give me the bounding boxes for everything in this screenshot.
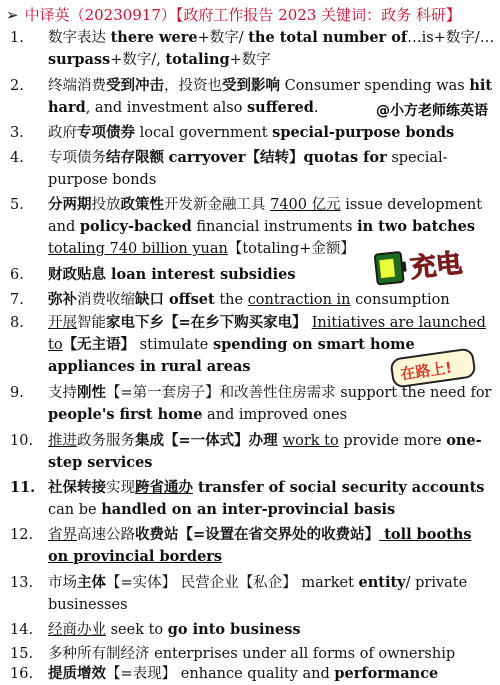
- item-number: 13.: [10, 575, 34, 591]
- list-item: [0, 619, 500, 641]
- item-text: [48, 524, 496, 568]
- item-text: [48, 430, 496, 474]
- item-text-segment: 终端消费: [48, 78, 106, 94]
- item-number: 8.: [10, 315, 24, 331]
- item-number: 10.: [10, 433, 34, 449]
- item-text-bold: surpass: [48, 51, 111, 68]
- item-number: 14.: [10, 622, 34, 638]
- item-text-bold: 集成: [135, 432, 164, 449]
- item-text-underlined: contraction in: [247, 292, 351, 308]
- item-text-segment: enterprises under all forms of ownership: [154, 646, 456, 662]
- item-text-bold: 受到冲击: [106, 77, 164, 94]
- item-text-segment: issue development and: [48, 197, 483, 235]
- item-text-bold: people's first home: [48, 406, 203, 423]
- list-item: [0, 663, 500, 685]
- item-text-segment: +数字: [229, 52, 271, 68]
- list-item: [0, 430, 500, 476]
- item-text-segment: 智能: [77, 315, 106, 331]
- item-text-bold: handled on an inter-provincial basis: [101, 501, 396, 518]
- item-text-bold: 分两期: [48, 196, 92, 213]
- item-text-bold: 弥补: [48, 291, 77, 308]
- item-text-bold: there were: [110, 29, 198, 46]
- item-text: [48, 147, 496, 191]
- sticker-road-text: 在路上!: [399, 358, 454, 384]
- list-item: [0, 289, 500, 311]
- list-item: [0, 477, 500, 523]
- item-text-segment: 【=第一套房子】和改善性住房需求: [106, 385, 341, 401]
- item-text-bold: policy-backed: [79, 218, 192, 235]
- list-item: [0, 524, 500, 570]
- item-number: 1.: [10, 30, 24, 46]
- item-text-segment: and improved ones: [202, 407, 348, 423]
- item-number: 11.: [10, 479, 36, 496]
- item-text-segment: provide more: [338, 433, 447, 449]
- item-text-segment: can be: [48, 502, 102, 518]
- item-text-bold: 【=一体式】办理: [164, 432, 283, 449]
- item-text: [48, 643, 496, 665]
- item-text-bold: 【结转】: [245, 149, 304, 166]
- item-number: 16.: [10, 666, 34, 682]
- list-item: [0, 122, 500, 144]
- item-text-segment: 专项债务: [48, 150, 106, 166]
- item-text-bold: 家电下乡: [106, 314, 164, 331]
- item-text-bold: 专项债券: [77, 124, 135, 141]
- item-text-segment: 【=表现】 enhance quality and: [106, 666, 335, 682]
- item-text-bold: 提质增效: [48, 665, 106, 682]
- item-number: 2.: [10, 78, 24, 94]
- item-text: [48, 382, 496, 426]
- item-text-bold: offset: [164, 291, 215, 308]
- item-text-underlined: totaling 740 billion yuan: [48, 241, 228, 257]
- item-text-bold: one-step services: [48, 432, 482, 471]
- item-text: [48, 572, 496, 616]
- item-text-segment: Consumer spending was: [280, 78, 470, 94]
- arrow-bullet-icon: ➢: [6, 6, 19, 24]
- item-text-bold: spending on smart home appliances in rural areas: [48, 336, 415, 375]
- item-text-segment: 市场: [48, 575, 77, 591]
- item-text-bold: 跨省通办: [135, 479, 193, 496]
- item-text-bold: suffered: [247, 99, 314, 116]
- item-number: 3.: [10, 125, 24, 141]
- item-text-segment: seek to: [106, 622, 168, 638]
- item-text-underlined: 推进: [48, 433, 77, 449]
- item-text: [48, 27, 496, 71]
- item-number: 4.: [10, 150, 24, 166]
- document-header: [6, 4, 496, 26]
- item-text-bold: loan interest subsidies: [106, 266, 296, 283]
- item-text-bold: quotas for: [303, 149, 387, 166]
- item-text-segment: .: [313, 100, 319, 116]
- item-text-bold: 刚性: [77, 384, 106, 401]
- item-text-segment: 【totaling+金额】: [227, 241, 355, 257]
- item-text-bold: transfer of social security accounts: [193, 479, 485, 496]
- item-text-bold: 主体: [77, 574, 106, 591]
- item-number: 15.: [10, 646, 34, 662]
- item-text-segment: 消费收缩: [77, 292, 135, 308]
- item-text-segment: ，投资也: [164, 78, 222, 94]
- item-text-bold: 受到影响: [222, 77, 280, 94]
- item-number: 12.: [10, 527, 34, 543]
- item-text-segment: 投放: [91, 197, 121, 213]
- item-text-segment: financial instruments: [191, 219, 358, 235]
- item-text-segment: / private businesses: [48, 575, 468, 613]
- item-text-segment: 政府: [48, 125, 77, 141]
- item-text-segment: 多种所有制经济: [48, 646, 155, 662]
- item-text-bold: performance: [334, 665, 439, 682]
- item-text-bold: 缺口: [135, 291, 164, 308]
- item-text: [48, 663, 496, 685]
- item-number: 9.: [10, 385, 24, 401]
- item-text-underlined: 7400 亿元: [270, 197, 341, 213]
- item-text-segment: , and investment also: [85, 100, 247, 116]
- item-text-segment: 政务服务: [77, 433, 135, 449]
- watermark-text: @小方老师练英语: [368, 100, 496, 122]
- item-text-bold: entity: [358, 574, 406, 591]
- item-text-bold: carryover: [168, 149, 246, 166]
- item-number: 6.: [10, 267, 24, 283]
- item-text: [48, 289, 496, 311]
- item-text-segment: the: [214, 292, 248, 308]
- item-text-segment: local government: [135, 125, 273, 141]
- item-text-bold: go into business: [167, 621, 301, 638]
- item-text-segment: +数字/,: [110, 52, 166, 68]
- item-text-segment: +数字/: [197, 30, 249, 46]
- item-text-bold: the total number of: [248, 29, 408, 46]
- item-text-underlined: 经商办业: [48, 622, 106, 638]
- item-text-segment: market: [301, 575, 359, 591]
- item-text-bold: special-purpose bonds: [272, 124, 455, 141]
- item-text-underlined: Initiatives are launched to: [48, 315, 486, 353]
- item-text: [48, 477, 496, 521]
- document-title: 中译英（20230917）【政府工作报告 2023 关键词：政务 科研】: [24, 6, 461, 24]
- item-number: 7.: [10, 292, 24, 308]
- item-text: [48, 619, 496, 641]
- item-text-bold: in two batches: [357, 218, 476, 235]
- item-text-underlined: work to: [282, 433, 339, 449]
- item-text-bold: 【=设置在省交界处的收费站】: [178, 526, 380, 543]
- item-text-bold: 结存限额: [106, 149, 164, 166]
- item-text-bold: 收费站: [135, 526, 179, 543]
- item-text-segment: 【=实体】 民营企业【私企】: [106, 575, 302, 591]
- item-text-segment: 支持: [48, 385, 77, 401]
- item-text-segment: consumption: [350, 292, 450, 308]
- list-item: [0, 147, 500, 193]
- item-text-bold: 【=在乡下购买家电】: [164, 314, 312, 331]
- item-text-underlined: 开展: [48, 315, 77, 331]
- item-number: 5.: [10, 197, 24, 213]
- item-text-bold: 社保转接: [48, 479, 106, 496]
- item-text-segment: …is+数字/…: [407, 30, 495, 46]
- item-text-bold: 政策性: [120, 196, 164, 213]
- item-text-bold: totaling: [165, 51, 230, 68]
- item-text-segment: stimulate: [135, 337, 213, 353]
- list-item: [0, 572, 500, 618]
- item-text-segment: 开发新金融工具: [164, 197, 271, 213]
- item-text-segment: 高速公路: [77, 527, 135, 543]
- item-text-segment: special-purpose bonds: [48, 150, 448, 188]
- item-text-bold: 【无主语】: [62, 336, 136, 353]
- item-text-underlined: 省界: [48, 527, 77, 543]
- list-item: [0, 27, 500, 73]
- list-item: [0, 643, 500, 665]
- item-text: [48, 122, 496, 144]
- item-text-segment: 实现: [106, 480, 135, 496]
- item-text-segment: support the need for: [340, 385, 492, 401]
- sticker-charge-text: 充电: [408, 248, 464, 284]
- item-text-segment: 数字表达: [48, 30, 111, 46]
- item-text-bold: hit hard: [48, 77, 493, 116]
- item-text-bold: toll booths on provincial borders: [48, 526, 472, 565]
- list-item: [0, 382, 500, 428]
- item-text-bold: 财政贴息: [48, 266, 106, 283]
